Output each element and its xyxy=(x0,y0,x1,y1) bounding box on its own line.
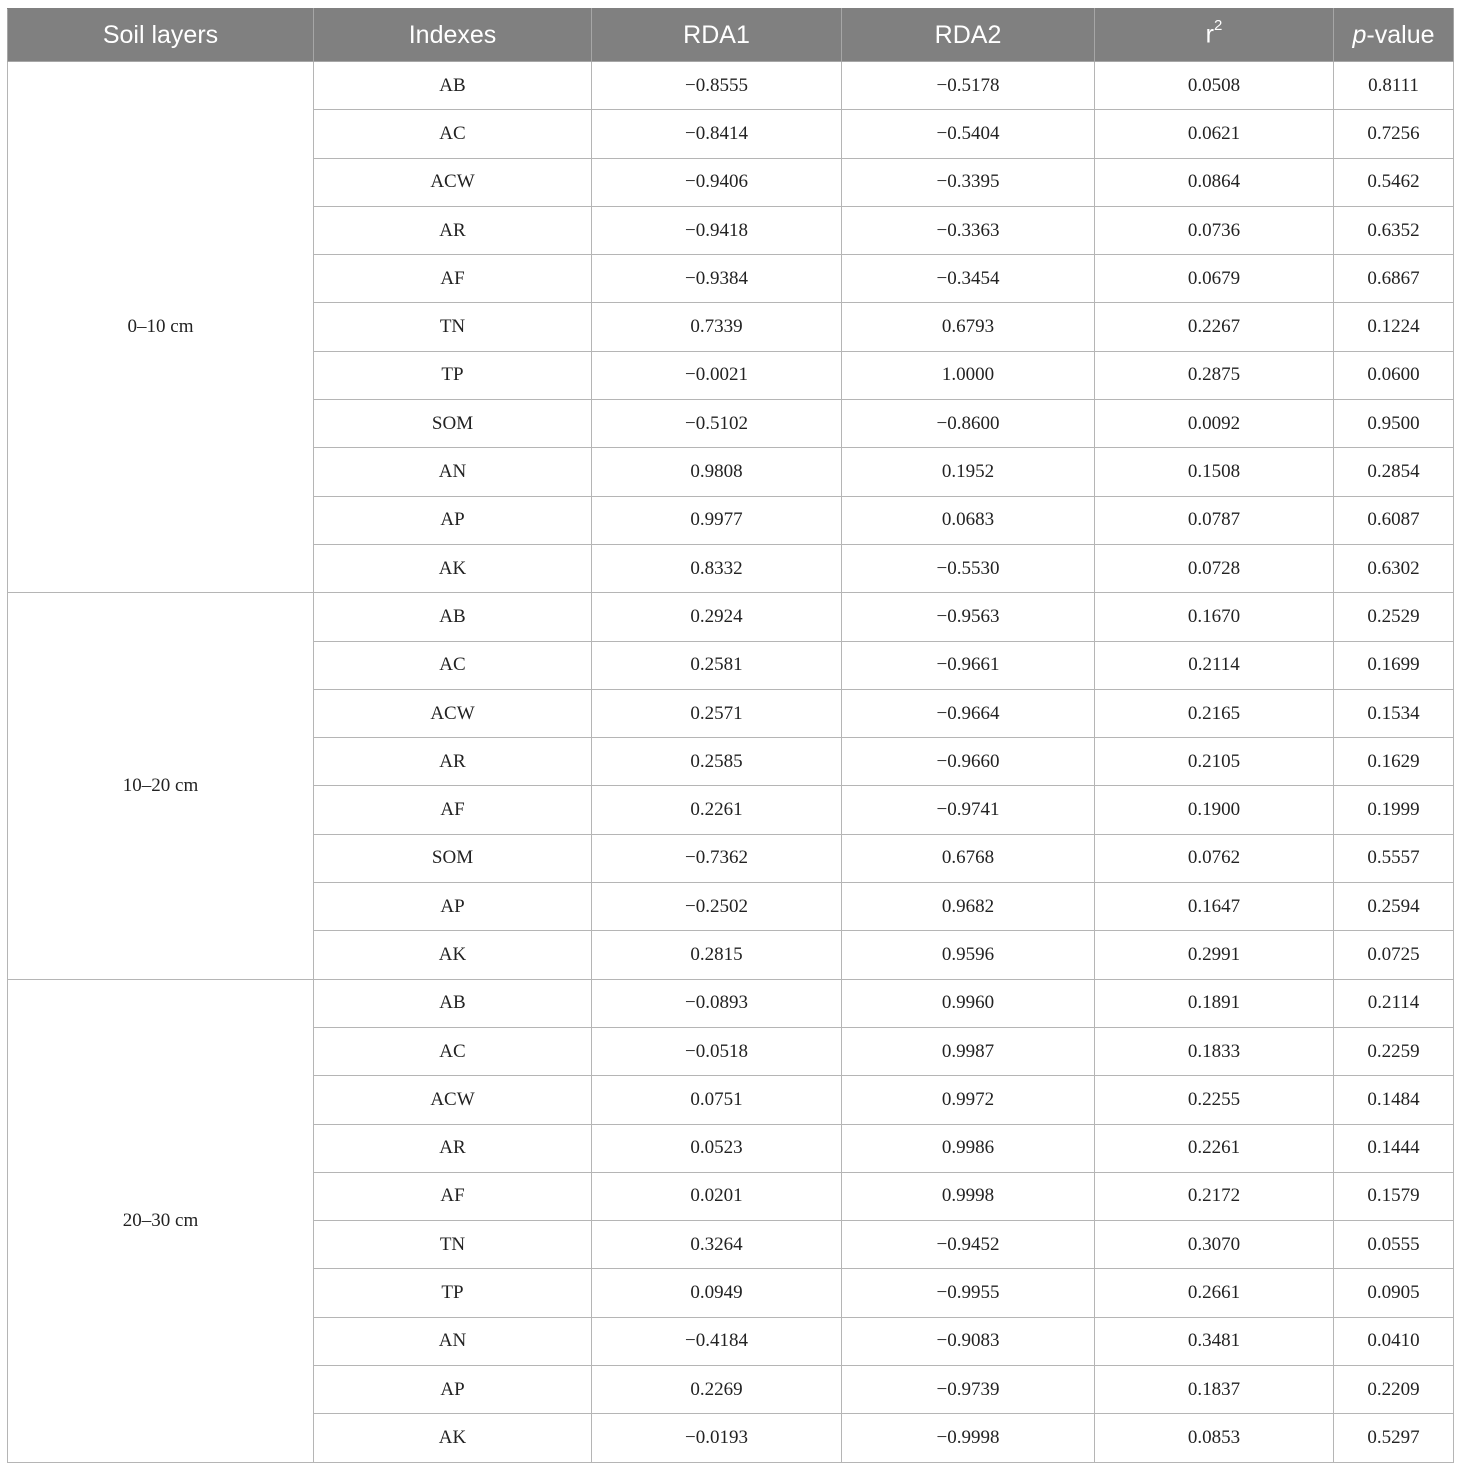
index-cell: SOM xyxy=(314,834,592,882)
index-cell: TN xyxy=(314,303,592,351)
p-value-cell: 0.5297 xyxy=(1334,1414,1454,1462)
rda1-cell: −0.9418 xyxy=(592,206,842,254)
table-row xyxy=(8,593,1454,641)
rda2-cell: 0.9998 xyxy=(842,1172,1095,1220)
index-cell: TP xyxy=(314,351,592,399)
r2-cell: 0.1833 xyxy=(1095,1027,1334,1075)
rda2-cell: −0.3454 xyxy=(842,255,1095,303)
rda1-cell: 0.0751 xyxy=(592,1076,842,1124)
rda2-cell: −0.5178 xyxy=(842,62,1095,110)
p-value-cell: 0.2854 xyxy=(1334,448,1454,496)
index-cell: AR xyxy=(314,738,592,786)
rda1-cell: 0.0523 xyxy=(592,1124,842,1172)
r2-cell: 0.3070 xyxy=(1095,1221,1334,1269)
p-value-cell: 0.1224 xyxy=(1334,303,1454,351)
header-indexes: Indexes xyxy=(314,9,592,62)
rda1-cell: 0.8332 xyxy=(592,544,842,592)
rda2-cell: 0.9596 xyxy=(842,931,1095,979)
r2-cell: 0.2255 xyxy=(1095,1076,1334,1124)
r2-cell: 0.2991 xyxy=(1095,931,1334,979)
rda2-cell: −0.9998 xyxy=(842,1414,1095,1462)
r2-cell: 0.2165 xyxy=(1095,689,1334,737)
rda1-cell: 0.2815 xyxy=(592,931,842,979)
r2-cell: 0.1837 xyxy=(1095,1366,1334,1414)
rda2-cell: 0.0683 xyxy=(842,496,1095,544)
rda1-cell: 0.2581 xyxy=(592,641,842,689)
rda2-cell: −0.9739 xyxy=(842,1366,1095,1414)
rda1-cell: −0.5102 xyxy=(592,400,842,448)
p-value-cell: 0.1484 xyxy=(1334,1076,1454,1124)
p-value-cell: 0.1579 xyxy=(1334,1172,1454,1220)
header-r2-superscript: 2 xyxy=(1213,17,1223,35)
rda1-cell: 0.9808 xyxy=(592,448,842,496)
p-value-cell: 0.2209 xyxy=(1334,1366,1454,1414)
r2-cell: 0.2261 xyxy=(1095,1124,1334,1172)
p-value-cell: 0.2114 xyxy=(1334,979,1454,1027)
header-p-value xyxy=(1334,9,1454,62)
rda2-cell: −0.5530 xyxy=(842,544,1095,592)
rda1-cell: 0.2585 xyxy=(592,738,842,786)
p-value-cell: 0.0905 xyxy=(1334,1269,1454,1317)
soil-layer-cell: 0–10 cm xyxy=(8,62,314,593)
header-row xyxy=(8,9,1454,62)
index-cell: TP xyxy=(314,1269,592,1317)
rda1-cell: −0.8414 xyxy=(592,110,842,158)
r2-cell: 0.1508 xyxy=(1095,448,1334,496)
p-value-cell: 0.0410 xyxy=(1334,1317,1454,1365)
index-cell: AF xyxy=(314,255,592,303)
p-value-cell: 0.5557 xyxy=(1334,834,1454,882)
index-cell: SOM xyxy=(314,400,592,448)
r2-cell: 0.0787 xyxy=(1095,496,1334,544)
p-value-cell: 0.6087 xyxy=(1334,496,1454,544)
p-value-cell: 0.6302 xyxy=(1334,544,1454,592)
r2-cell: 0.0736 xyxy=(1095,206,1334,254)
r2-cell: 0.1891 xyxy=(1095,979,1334,1027)
soil-layer-cell: 20–30 cm xyxy=(8,979,314,1462)
r2-cell: 0.0092 xyxy=(1095,400,1334,448)
rda1-cell: 0.2571 xyxy=(592,689,842,737)
index-cell: AB xyxy=(314,593,592,641)
rda2-cell: −0.8600 xyxy=(842,400,1095,448)
p-value-cell: 0.2594 xyxy=(1334,883,1454,931)
rda2-cell: −0.9563 xyxy=(842,593,1095,641)
p-value-cell: 0.1534 xyxy=(1334,689,1454,737)
rda1-cell: 0.0949 xyxy=(592,1269,842,1317)
index-cell: AP xyxy=(314,883,592,931)
header-r2 xyxy=(1095,9,1334,62)
rda1-cell: 0.0201 xyxy=(592,1172,842,1220)
rda2-cell: 0.9972 xyxy=(842,1076,1095,1124)
p-value-cell: 0.2259 xyxy=(1334,1027,1454,1075)
r2-cell: 0.0864 xyxy=(1095,158,1334,206)
r2-cell: 0.2267 xyxy=(1095,303,1334,351)
p-value-cell: 0.0555 xyxy=(1334,1221,1454,1269)
rda1-cell: −0.0893 xyxy=(592,979,842,1027)
index-cell: AB xyxy=(314,62,592,110)
index-cell: AC xyxy=(314,641,592,689)
p-value-cell: 0.6867 xyxy=(1334,255,1454,303)
rda2-cell: −0.9083 xyxy=(842,1317,1095,1365)
table-body xyxy=(8,62,1454,1463)
index-cell: AP xyxy=(314,496,592,544)
r2-cell: 0.0508 xyxy=(1095,62,1334,110)
p-value-cell: 0.1699 xyxy=(1334,641,1454,689)
rda2-cell: −0.5404 xyxy=(842,110,1095,158)
header-r2-base: r xyxy=(1205,20,1214,49)
rda2-cell: −0.3395 xyxy=(842,158,1095,206)
p-value-cell: 0.6352 xyxy=(1334,206,1454,254)
rda1-cell: −0.2502 xyxy=(592,883,842,931)
r2-cell: 0.1900 xyxy=(1095,786,1334,834)
p-value-cell: 0.0600 xyxy=(1334,351,1454,399)
rda2-cell: −0.3363 xyxy=(842,206,1095,254)
index-cell: AC xyxy=(314,110,592,158)
r2-cell: 0.2105 xyxy=(1095,738,1334,786)
index-cell: ACW xyxy=(314,158,592,206)
rda1-cell: −0.9384 xyxy=(592,255,842,303)
p-value-cell: 0.9500 xyxy=(1334,400,1454,448)
header-p-rest: -value xyxy=(1366,20,1435,49)
index-cell: AC xyxy=(314,1027,592,1075)
p-value-cell: 0.5462 xyxy=(1334,158,1454,206)
rda1-cell: 0.2924 xyxy=(592,593,842,641)
index-cell: TN xyxy=(314,1221,592,1269)
index-cell: AK xyxy=(314,1414,592,1462)
p-value-cell: 0.1999 xyxy=(1334,786,1454,834)
p-value-cell: 0.1629 xyxy=(1334,738,1454,786)
r2-cell: 0.3481 xyxy=(1095,1317,1334,1365)
r2-cell: 0.2875 xyxy=(1095,351,1334,399)
p-value-cell: 0.2529 xyxy=(1334,593,1454,641)
r2-cell: 0.2114 xyxy=(1095,641,1334,689)
rda2-cell: 0.1952 xyxy=(842,448,1095,496)
rda1-cell: −0.7362 xyxy=(592,834,842,882)
index-cell: AB xyxy=(314,979,592,1027)
index-cell: AN xyxy=(314,1317,592,1365)
rda1-cell: 0.3264 xyxy=(592,1221,842,1269)
header-p-italic: p xyxy=(1352,20,1367,49)
rda1-cell: 0.9977 xyxy=(592,496,842,544)
rda2-cell: 0.9987 xyxy=(842,1027,1095,1075)
rda2-cell: −0.9664 xyxy=(842,689,1095,737)
rda2-cell: −0.9661 xyxy=(842,641,1095,689)
index-cell: AN xyxy=(314,448,592,496)
header-rda1: RDA1 xyxy=(592,9,842,62)
soil-layer-cell: 10–20 cm xyxy=(8,593,314,979)
table-row xyxy=(8,62,1454,110)
p-value-cell: 0.1444 xyxy=(1334,1124,1454,1172)
index-cell: ACW xyxy=(314,1076,592,1124)
r2-cell: 0.2661 xyxy=(1095,1269,1334,1317)
r2-cell: 0.0853 xyxy=(1095,1414,1334,1462)
rda1-cell: −0.0193 xyxy=(592,1414,842,1462)
header-rda2: RDA2 xyxy=(842,9,1095,62)
rda1-cell: −0.8555 xyxy=(592,62,842,110)
rda2-cell: 0.6768 xyxy=(842,834,1095,882)
rda-results-table xyxy=(7,8,1454,1463)
r2-cell: 0.2172 xyxy=(1095,1172,1334,1220)
r2-cell: 0.1647 xyxy=(1095,883,1334,931)
table-row xyxy=(8,979,1454,1027)
r2-cell: 0.0621 xyxy=(1095,110,1334,158)
header-soil-layers: Soil layers xyxy=(8,9,314,62)
table-header xyxy=(8,9,1454,62)
rda1-cell: 0.2269 xyxy=(592,1366,842,1414)
p-value-cell: 0.7256 xyxy=(1334,110,1454,158)
r2-cell: 0.1670 xyxy=(1095,593,1334,641)
rda1-cell: −0.0021 xyxy=(592,351,842,399)
index-cell: AK xyxy=(314,544,592,592)
rda2-cell: −0.9741 xyxy=(842,786,1095,834)
rda2-cell: 0.9960 xyxy=(842,979,1095,1027)
rda1-cell: 0.7339 xyxy=(592,303,842,351)
rda2-cell: 0.9986 xyxy=(842,1124,1095,1172)
index-cell: AK xyxy=(314,931,592,979)
r2-cell: 0.0728 xyxy=(1095,544,1334,592)
rda1-cell: −0.4184 xyxy=(592,1317,842,1365)
rda2-cell: −0.9955 xyxy=(842,1269,1095,1317)
index-cell: AF xyxy=(314,1172,592,1220)
rda1-cell: 0.2261 xyxy=(592,786,842,834)
p-value-cell: 0.0725 xyxy=(1334,931,1454,979)
rda2-cell: 0.9682 xyxy=(842,883,1095,931)
index-cell: AR xyxy=(314,206,592,254)
r2-cell: 0.0679 xyxy=(1095,255,1334,303)
index-cell: AP xyxy=(314,1366,592,1414)
index-cell: AF xyxy=(314,786,592,834)
rda2-cell: −0.9452 xyxy=(842,1221,1095,1269)
p-value-cell: 0.8111 xyxy=(1334,62,1454,110)
index-cell: AR xyxy=(314,1124,592,1172)
rda2-cell: −0.9660 xyxy=(842,738,1095,786)
rda1-cell: −0.0518 xyxy=(592,1027,842,1075)
rda2-cell: 1.0000 xyxy=(842,351,1095,399)
rda2-cell: 0.6793 xyxy=(842,303,1095,351)
rda1-cell: −0.9406 xyxy=(592,158,842,206)
index-cell: ACW xyxy=(314,689,592,737)
r2-cell: 0.0762 xyxy=(1095,834,1334,882)
